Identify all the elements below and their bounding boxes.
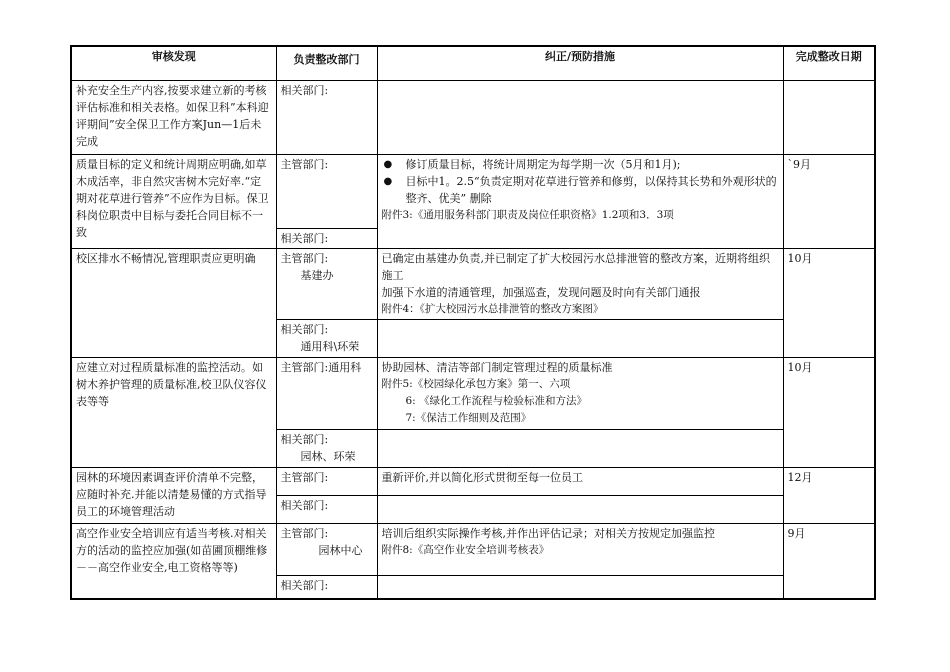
related-dept-name: 通用科\环荣: [300, 339, 360, 353]
action-text: 培训后组织实际操作考核,并作出评估记录；对相关方按规定加强监控: [381, 526, 715, 540]
action-cell-empty: [377, 319, 783, 357]
main-dept-label: 主管部门:: [280, 251, 329, 265]
attachment-ref: 6: 《绿化工作流程与检验标准和方法》: [405, 394, 588, 407]
main-dept-cell: [276, 154, 377, 228]
action-cell: [377, 523, 783, 575]
header-action: 纠正/预防措施: [377, 46, 783, 80]
table-row: [71, 523, 875, 575]
date-cell: `9月: [783, 154, 875, 248]
date-cell: 10月: [783, 248, 875, 357]
header-finding: 审核发现: [71, 46, 276, 80]
action-cell-empty: [377, 575, 783, 599]
finding-cell: 校区排水不畅情况,管理职责应更明确: [71, 248, 276, 357]
finding-cell: 补充安全生产内容,按要求建立新的考核评估标准和相关表格。如保卫科”本科迎评期间”安全保卫工作方案Jun—1后未完成: [71, 80, 276, 154]
date-cell: 10月: [783, 357, 875, 467]
date-cell: 9月: [783, 523, 875, 599]
action-bullet: ● 修订质量目标，将统计周期定为每学期一次（5月和1月);: [383, 157, 681, 171]
attachment-ref: 附件8:《高空作业安全培训考核表》: [381, 543, 550, 556]
related-dept-label: 相关部门:: [280, 83, 329, 97]
main-dept-label: 主管部门:通用科: [280, 360, 362, 374]
main-dept-name: 基建办: [300, 268, 334, 282]
attachment-ref: 附件3:《通用服务科部门职责及岗位任职资格》1.2项和3．3项: [381, 208, 674, 221]
table-row: [71, 467, 875, 495]
date-cell: [783, 80, 875, 154]
bullet-icon: ●: [383, 158, 393, 170]
main-dept-cell: [276, 248, 377, 319]
main-dept-label: 主管部门:: [280, 157, 329, 171]
related-dept-cell: [276, 575, 377, 599]
related-dept-label: 相关部门:: [280, 498, 329, 512]
action-bullet: ● 目标中1。2.5“负责定期对花草进行管养和修剪，以保持其长势和外观形状的整齐、优美” 删除: [383, 174, 777, 205]
main-dept-name: 园林中心: [318, 543, 363, 557]
related-dept-cell: [276, 495, 377, 523]
table-row: [71, 154, 875, 228]
related-dept-label: 相关部门:: [280, 578, 329, 592]
action-text: 协助园林、清洁等部门制定管理过程的质量标准: [381, 360, 613, 374]
table-row: [71, 248, 875, 319]
action-text: 重新评价,并以简化形式贯彻至每一位员工: [381, 470, 583, 484]
related-dept-label: 相关部门:: [280, 231, 329, 245]
related-dept-label: 相关部门:: [280, 322, 329, 336]
main-dept-cell: [276, 357, 377, 429]
action-cell: [377, 467, 783, 495]
action-text: 已确定由基建办负责,并已制定了扩大校园污水总排泄管的整改方案，近期将组织施工: [381, 251, 770, 282]
related-dept-label: 相关部门:: [280, 432, 329, 446]
related-dept-cell: [276, 319, 377, 357]
finding-cell: 高空作业安全培训应有适当考核.对相关方的活动的监控应加强(如苗圃顶棚维修－－高空作业安全,电工资格等等): [71, 523, 276, 599]
attachment-ref: 7:《保洁工作细则及范围》: [405, 411, 532, 424]
action-cell-empty: [377, 495, 783, 523]
attachment-ref: 附件5:《校园绿化承包方案》第一、六项: [381, 377, 571, 390]
main-dept-cell: [276, 523, 377, 575]
related-dept-name: 园林、环荣: [300, 449, 356, 463]
table-header-row: [71, 46, 875, 80]
action-text: 加强下水道的清通管理，加强巡查，发现问题及时向有关部门通报: [381, 285, 701, 299]
attachment-ref: 附件4：《扩大校园污水总排泄管的整改方案图》: [381, 302, 604, 315]
action-cell: [377, 357, 783, 429]
main-dept-label: 主管部门:: [280, 470, 329, 484]
header-dept: 负责整改部门: [276, 46, 377, 80]
main-dept-label: 主管部门:: [280, 526, 329, 540]
related-dept-cell: [276, 228, 377, 248]
corrective-action-table: [70, 45, 876, 600]
action-cell-empty: [377, 429, 783, 467]
related-dept-cell: [276, 429, 377, 467]
finding-cell: 园林的环境因素调查评价清单不完整，应随时补充.并能以清楚易懂的方式指导员工的环境管理活动: [71, 467, 276, 523]
action-cell: [377, 248, 783, 319]
action-cell: [377, 80, 783, 154]
main-dept-cell: [276, 467, 377, 495]
bullet-icon: ●: [383, 175, 393, 187]
action-cell: [377, 154, 783, 248]
table-row: [71, 357, 875, 429]
table-row: [71, 80, 875, 154]
finding-cell: 质量目标的定义和统计周期应明确,如草木成活率，非自然灾害树木完好率.“定期对花草进行管养”不应作为目标。保卫科岗位职责中目标与委托合同目标不一致: [71, 154, 276, 248]
finding-cell: 应建立对过程质量标准的监控活动。如树木养护管理的质量标准,校卫队仪容仪表等等: [71, 357, 276, 467]
header-date: 完成整改日期: [783, 46, 875, 80]
related-dept-cell: [276, 80, 377, 154]
date-cell: 12月: [783, 467, 875, 523]
